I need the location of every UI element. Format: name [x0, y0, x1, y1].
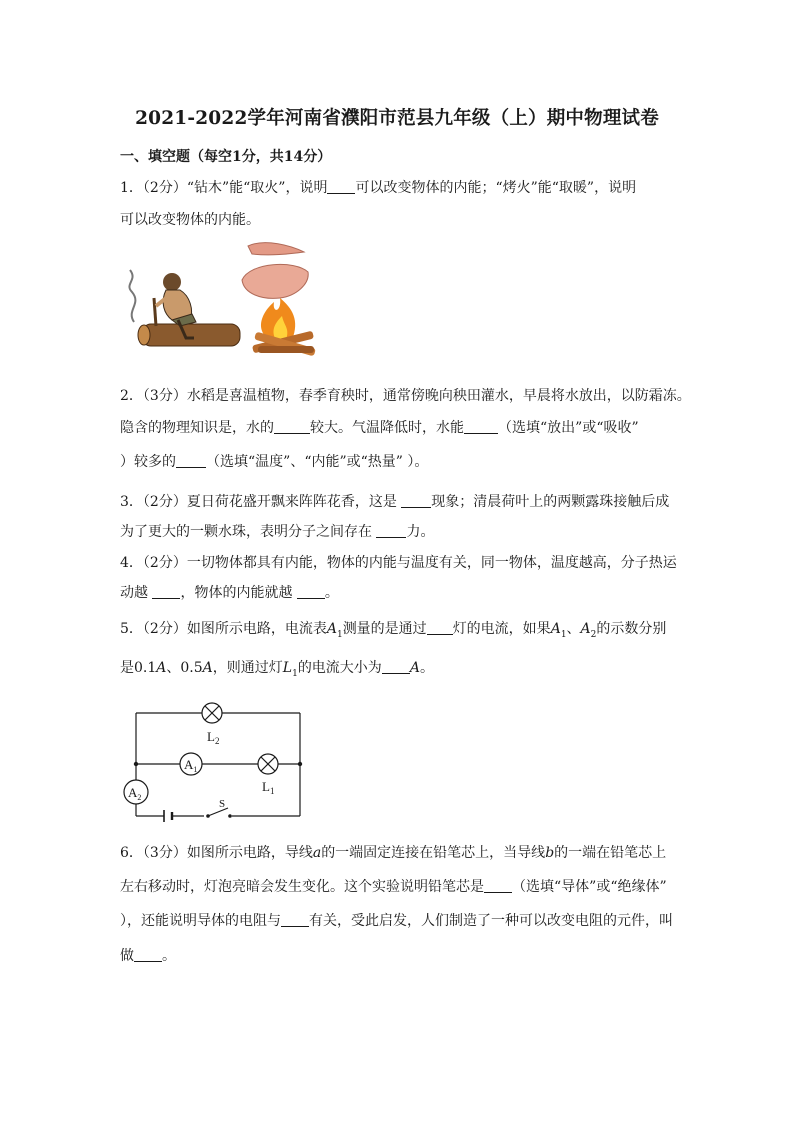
question-6-line-3: ），还能说明导体的电阻与 有关，受此启发，人们制造了一种可以改变电阻的元件，叫: [120, 913, 673, 929]
lamp-l2-label: $L_2$: [207, 729, 220, 746]
question-6-line-4: 做 。: [120, 948, 176, 964]
answer-blank[interactable]: [176, 453, 206, 468]
question-1-line-1: 1．（2分）“钻木”能“取火”，说明 可以改变物体的内能；“烤火”能“取暖”，说明: [120, 180, 637, 196]
switch-contact: [228, 814, 232, 818]
lamp-l1-label: $L_1$: [262, 779, 275, 796]
question-5-line-2: 是0.1A、0.5A，则通过灯$L_1$的电流大小为 A。: [120, 660, 434, 679]
question-4-line-2: 动越 ，物体的内能就越 。: [120, 585, 339, 601]
circuit-diagram: [120, 700, 310, 830]
answer-blank[interactable]: [382, 659, 410, 674]
question-6-line-1: 6．（3分）如图所示电路，导线a的一端固定连接在铅笔芯上，当导线b的一端在铅笔芯上: [120, 845, 667, 861]
question-5-line-1: 5．（2分）如图所示电路，电流表$A_1$测量的是通过 灯的电流，如果$A_1$、$A_2$的示数分别: [120, 621, 667, 640]
answer-blank[interactable]: [484, 878, 512, 893]
ammeter-a1-label: $A_1$: [184, 757, 198, 774]
answer-blank[interactable]: [327, 179, 355, 194]
switch-label: S: [219, 798, 226, 810]
junction-dot: [134, 762, 138, 766]
question-4-line-1: 4．（2分）一切物体都具有内能，物体的内能与温度有关，同一物体，温度越高，分子热运: [120, 555, 677, 571]
question-1-line-2: 可以改变物体的内能。: [120, 212, 260, 228]
answer-blank[interactable]: [274, 419, 310, 434]
question-6-line-2: 左右移动时，灯泡亮暗会发生变化。这个实验说明铅笔芯是 （选填“导体”或“绝缘体”: [120, 879, 667, 895]
fire-illustration: [120, 240, 335, 360]
question-3-line-2: 为了更大的一颗水珠，表明分子之间存在 力。: [120, 524, 435, 540]
switch-pivot: [206, 814, 210, 818]
ammeter-a2-label: $A_2$: [128, 785, 142, 802]
question-2-line-3: ）较多的 （选填“温度”、“内能”或“热量” ）。: [120, 454, 429, 470]
answer-blank[interactable]: [281, 912, 309, 927]
answer-blank[interactable]: [152, 584, 180, 599]
question-2-line-1: 2．（3分）水稻是喜温植物，春季育秧时，通常傍晚向秧田灌水，早晨将水放出，以防霜冻。: [120, 388, 691, 404]
junction-dot: [298, 762, 302, 766]
answer-blank[interactable]: [464, 419, 498, 434]
answer-blank[interactable]: [376, 523, 406, 538]
answer-blank[interactable]: [134, 947, 162, 962]
question-3-line-1: 3．（2分）夏日荷花盛开飘来阵阵花香，这是 现象；清晨荷叶上的两颗露珠接触后成: [120, 494, 670, 510]
question-2-line-2: 隐含的物理知识是，水的 较大。气温降低时，水能 （选填“放出”或“吸收”: [120, 420, 639, 436]
section-heading: 一、填空题（每空1分，共14分）: [120, 149, 332, 165]
answer-blank[interactable]: [427, 620, 453, 635]
answer-blank[interactable]: [297, 584, 325, 599]
answer-blank[interactable]: [401, 493, 431, 508]
page-title: 2021-2022学年河南省濮阳市范县九年级（上）期中物理试卷: [135, 108, 659, 129]
